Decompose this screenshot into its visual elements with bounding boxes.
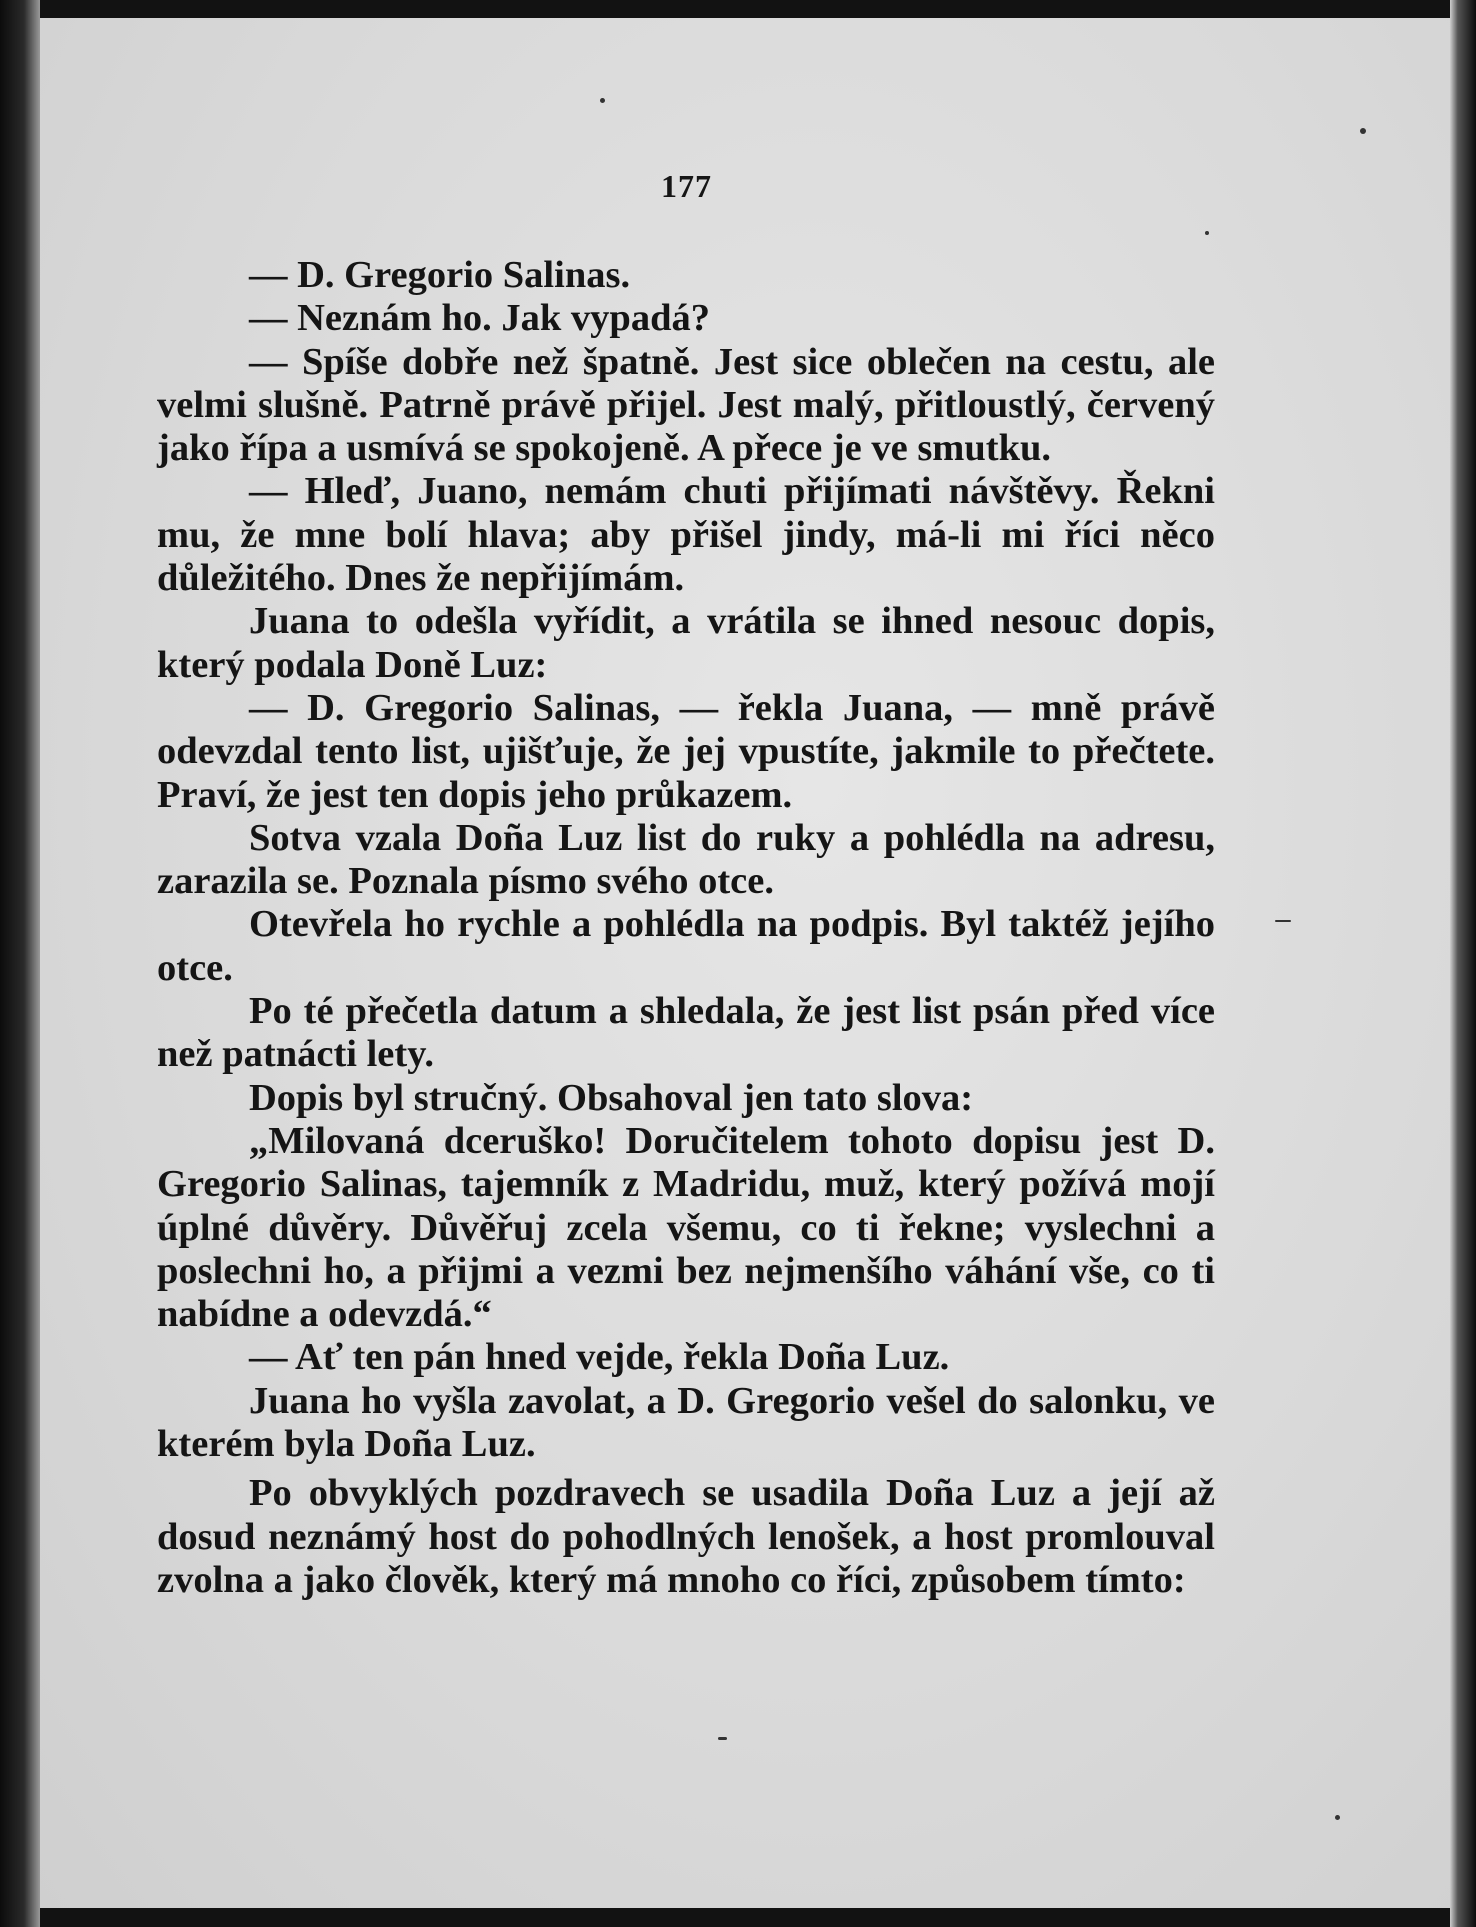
print-speck xyxy=(1335,1815,1340,1820)
print-speck xyxy=(718,1737,727,1740)
paragraph: — Neznám ho. Jak vypadá? xyxy=(249,297,710,340)
paragraph: Juana ho vyšla zavolat, a D. Gregorio vešel do salonku, ve kterém byla Doña Luz. xyxy=(157,1379,1215,1466)
page-edge-shadow xyxy=(1450,0,1476,1927)
print-speck xyxy=(600,98,605,103)
paragraph: Po té přečetla datum a shledala, že jest list psán před více než patnácti lety. xyxy=(157,990,1215,1076)
paragraph: — D. Gregorio Salinas. xyxy=(249,254,631,296)
paragraph: — Spíše dobře než špatně. Jest sice oblečen na cestu, ale velmi slušně. Patrně právě přijel. Jest malý, přitloustlý, červený jako řípa a usmívá se spokojeně. A přece je ve smutku. xyxy=(157,340,1215,470)
book-spine-shadow xyxy=(0,0,40,1927)
paragraph: Sotva vzala Doña Luz list do ruky a pohlédla na adresu, zarazila se. Poznala písmo svého otce. xyxy=(157,816,1215,903)
paragraph: Dopis byl stručný. Obsahoval jen tato slova: xyxy=(249,1076,974,1119)
paragraph: Juana to odešla vyřídit, a vrátila se ihned nesouc dopis, který podala Doně Luz: xyxy=(157,600,1215,686)
paragraph: „Milovaná dceruško! Doručitelem tohoto dopisu jest D. Gregorio Salinas, tajemník z Madridu, muž, který požívá mojí úplné důvěry. Důvěřuj zcela všemu, co ti řekne; vyslechni a poslechni ho, a přijmi a vezmi bez nejmenšího váhání vše, co ti nabídne a odevzdá.“ xyxy=(157,1119,1215,1336)
print-speck xyxy=(1275,920,1291,922)
print-speck xyxy=(1205,231,1209,235)
paragraph: Po obvyklých pozdravech se usadila Doña Luz a její až dosud neznámý host do pohodlných lenošek, a host promlouval zvolna a jako člověk, který má mnoho co říci, způsobem tímto: xyxy=(157,1472,1215,1601)
paragraph: — D. Gregorio Salinas, — řekla Juana, — mně právě odevzdal tento list, ujišťuje, že jej vpustíte, jakmile to přečtete. Praví, že jest ten dopis jeho průkazem. xyxy=(157,686,1215,816)
paragraph: — Hleď, Juano, nemám chuti přijímati návštěvy. Řekni mu, že mne bolí hlava; aby přišel jindy, má-li mi říci něco důležitého. Dnes že nepřijímám. xyxy=(157,470,1215,600)
body-text xyxy=(157,254,1215,1602)
print-speck xyxy=(1360,128,1366,134)
paragraph: Otevřela ho rychle a pohlédla na podpis. Byl taktéž jejího otce. xyxy=(157,903,1215,989)
page-number: 177 xyxy=(661,168,712,204)
paragraph: — Ať ten pán hned vejde, řekla Doña Luz. xyxy=(249,1336,950,1379)
